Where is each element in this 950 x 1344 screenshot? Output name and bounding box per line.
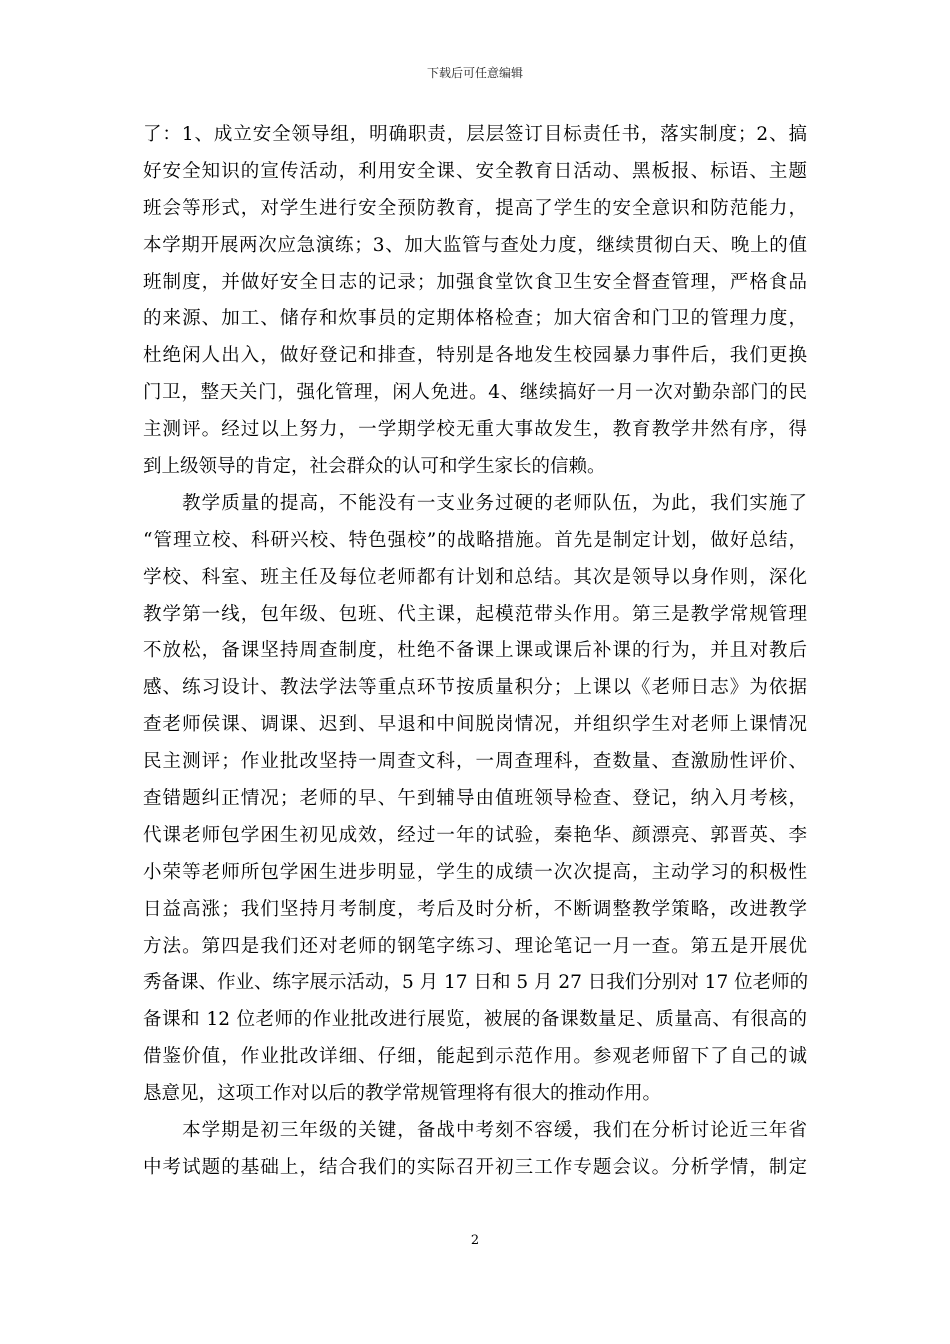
text-line: 日益高涨；我们坚持月考制度，考后及时分析，不断调整教学策略，改进教学 bbox=[143, 898, 807, 920]
text-line: 恳意见，这项工作对以后的教学常规管理将有很大的推动作用。 bbox=[143, 1083, 662, 1105]
text-line: 学校、科室、班主任及每位老师都有计划和总结。其次是领导以身作则，深化 bbox=[143, 566, 807, 588]
text-line: 了：1、成立安全领导组，明确职责，层层签订目标责任书，落实制度；2、搞 bbox=[143, 124, 807, 145]
paragraph bbox=[143, 486, 807, 1113]
text-line: 本学期开展两次应急演练；3、加大监管与查处力度，继续贯彻白天、晚上的值 bbox=[143, 234, 807, 256]
text-line: 门卫，整天关门，强化管理，闲人免进。4、继续搞好一月一次对勤杂部门的民 bbox=[143, 382, 807, 404]
text-line: 本学期是初三年级的关键，备战中考刻不容缓，我们在分析讨论近三年省 bbox=[143, 1120, 807, 1142]
text-line: 班制度，并做好安全日志的记录；加强食堂饮食卫生安全督查管理，严格食品 bbox=[143, 271, 807, 293]
page-header: 下载后可任意编辑 bbox=[426, 66, 523, 80]
text-line: 感、练习设计、教法学法等重点环节按质量积分；上课以《老师日志》为依据 bbox=[143, 677, 807, 699]
text-line: 的来源、加工、储存和炊事员的定期体格检查；加大宿舍和门卫的管理力度， bbox=[143, 308, 807, 330]
text-line: 查老师侯课、调课、迟到、早退和中间脱岗情况，并组织学生对老师上课情况 bbox=[143, 714, 807, 736]
text-line: 小荣等老师所包学困生进步明显，学生的成绩一次次提高，主动学习的积极性 bbox=[143, 861, 807, 883]
document-body bbox=[143, 117, 807, 1187]
text-line: 杜绝闲人出入，做好登记和排查，特别是各地发生校园暴力事件后，我们更换 bbox=[143, 345, 807, 367]
text-line: 查错题纠正情况；老师的早、午到辅导由值班领导检查、登记，纳入月考核， bbox=[143, 788, 807, 810]
paragraph bbox=[143, 1113, 807, 1187]
text-line: 教学质量的提高，不能没有一支业务过硬的老师队伍，为此，我们实施了 bbox=[143, 492, 807, 514]
text-line: 到上级领导的肯定，社会群众的认可和学生家长的信赖。 bbox=[143, 456, 606, 478]
text-line: 秀备课、作业、练字展示活动，5 月 17 日和 5 月 27 日我们分别对 17 位老师的 bbox=[143, 972, 809, 994]
text-line: 好安全知识的宣传活动，利用安全课、安全教育日活动、黑板报、标语、主题 bbox=[143, 160, 807, 182]
text-line: 借鉴价值，作业批改详细、仔细，能起到示范作用。参观老师留下了自己的诚 bbox=[143, 1046, 807, 1068]
text-line: “管理立校、科研兴校、特色强校”的战略措施。首先是制定计划，做好总结， bbox=[143, 529, 807, 551]
text-line: 方法。第四是我们还对老师的钢笔字练习、理论笔记一月一查。第五是开展优 bbox=[143, 935, 807, 957]
page-number: 2 bbox=[470, 1233, 480, 1248]
text-line: 教学第一线，包年级、包班、代主课，起模范带头作用。第三是教学常规管理 bbox=[143, 603, 807, 625]
text-line: 备课和 12 位老师的作业批改进行展览，被展的备课数量足、质量高、有很高的 bbox=[143, 1009, 807, 1031]
text-line: 代课老师包学困生初见成效，经过一年的试验，秦艳华、颜漂亮、郭晋英、李 bbox=[143, 824, 807, 846]
text-line: 中考试题的基础上，结合我们的实际召开初三工作专题会议。分析学情，制定 bbox=[143, 1156, 807, 1178]
text-line: 不放松，备课坚持周查制度，杜绝不备课上课或课后补课的行为，并且对教后 bbox=[143, 640, 807, 662]
text-line: 班会等形式，对学生进行安全预防教育，提高了学生的安全意识和防范能力， bbox=[143, 197, 807, 219]
text-line: 主测评。经过以上努力，一学期学校无重大事故发生，教育教学井然有序，得 bbox=[143, 419, 807, 441]
paragraph bbox=[143, 117, 807, 486]
text-line: 民主测评；作业批改坚持一周查文科，一周查理科，查数量、查激励性评价、 bbox=[143, 751, 807, 773]
